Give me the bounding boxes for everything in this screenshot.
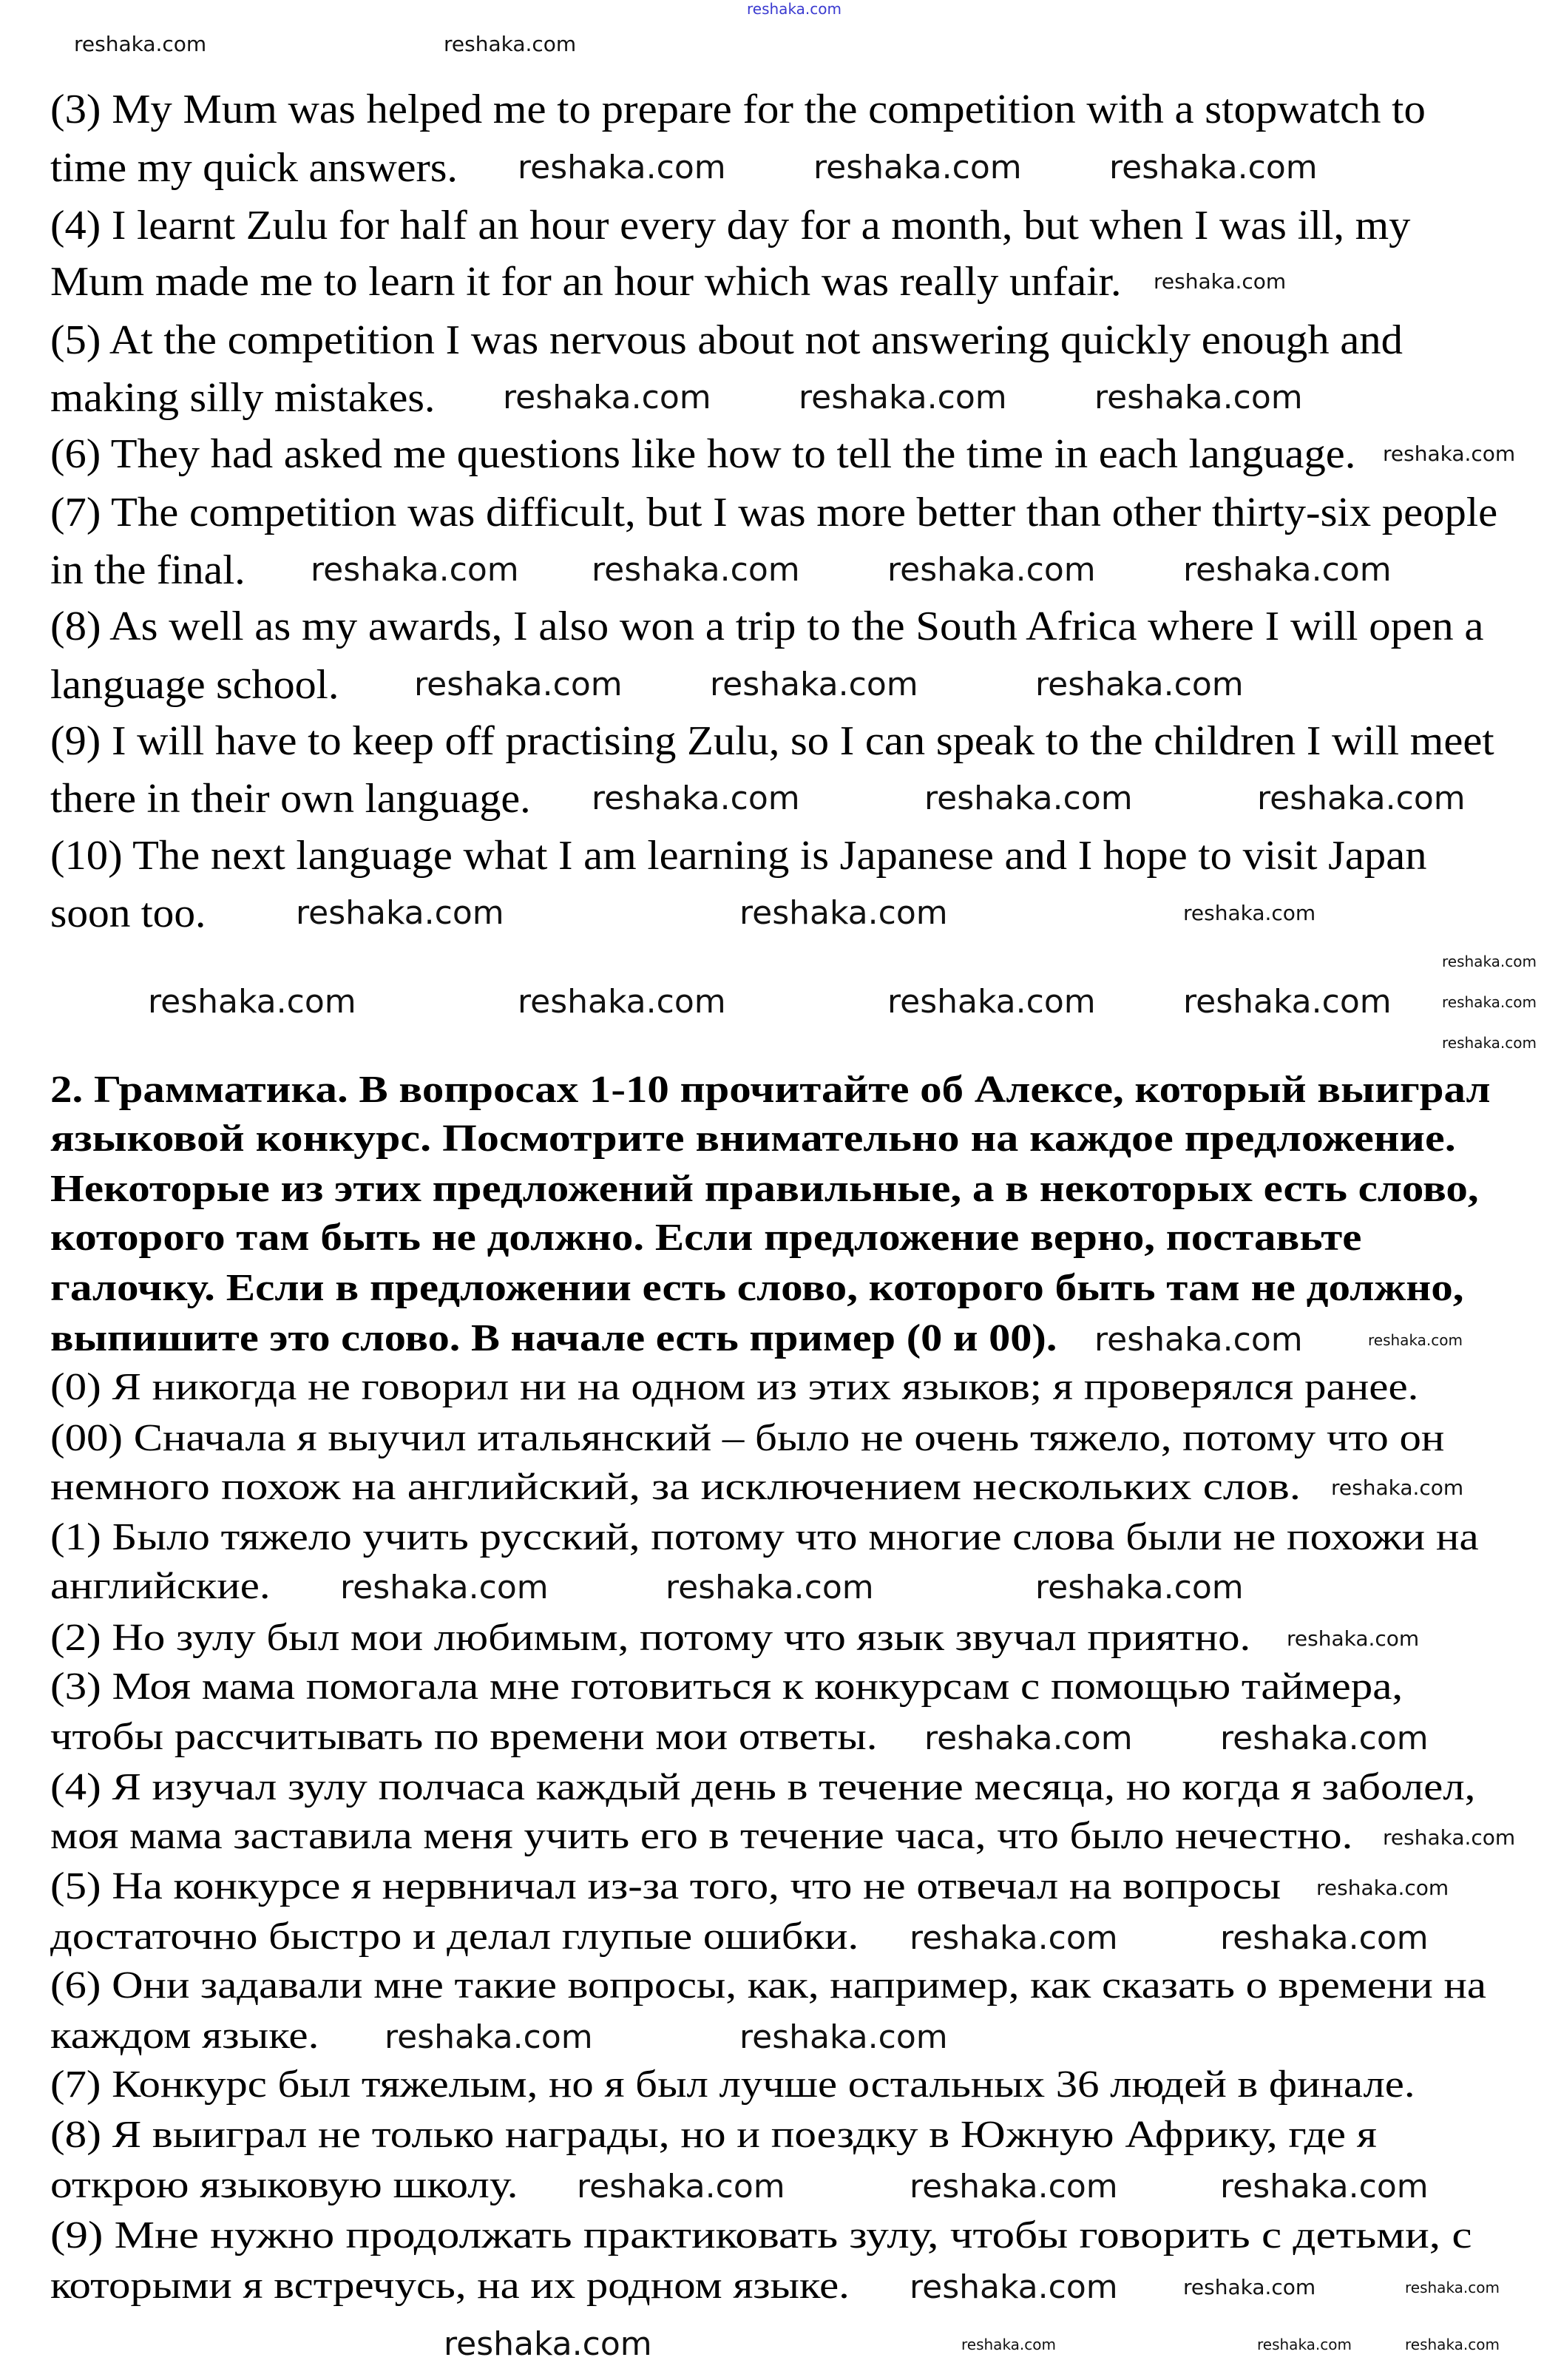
watermark-text: reshaka.com: [444, 32, 577, 56]
watermark-text: reshaka.com: [1287, 1626, 1420, 1651]
watermark-text: reshaka.com: [311, 551, 519, 589]
english-sentence-line: time my quick answers.: [50, 144, 458, 191]
watermark-text: reshaka.com: [747, 0, 842, 18]
watermark-text: reshaka.com: [1220, 1919, 1429, 1957]
russian-sentence-line: достаточно быстро и делал глупые ошибки.: [50, 1915, 859, 1958]
english-sentence-line: in the final.: [50, 547, 246, 594]
watermark-text: reshaka.com: [1257, 2336, 1352, 2353]
watermark-text: reshaka.com: [414, 666, 623, 703]
watermark-text: reshaka.com: [924, 1720, 1133, 1757]
task-heading-line: Некоторые из этих предложений правильные, а в некоторых есть слово,: [50, 1168, 1479, 1211]
watermark-text: reshaka.com: [1442, 953, 1537, 970]
english-sentence-line: (4) I learnt Zulu for half an hour every day for a month, but when I was ill, my: [50, 203, 1411, 249]
english-sentence-line: there in their own language.: [50, 776, 531, 822]
watermark-text: reshaka.com: [710, 666, 918, 703]
watermark-text: reshaka.com: [444, 2325, 652, 2363]
english-sentence-line: (9) I will have to keep off practising Zulu, so I can speak to the children I will meet: [50, 718, 1494, 765]
russian-sentence-line: чтобы рассчитывать по времени мои ответы.: [50, 1715, 878, 1758]
russian-sentence-line: английские.: [50, 1564, 271, 1607]
russian-sentence-line: немного похож на английский, за исключением нескольких слов.: [50, 1465, 1301, 1508]
watermark-text: reshaka.com: [1109, 149, 1318, 186]
russian-sentence-line: (9) Мне нужно продолжать практиковать зулу, чтобы говорить с детьми, с: [50, 2214, 1472, 2256]
watermark-text: reshaka.com: [518, 149, 726, 186]
watermark-text: reshaka.com: [1035, 1569, 1244, 1606]
russian-sentence-line: (00) Сначала я выучил итальянский – было не очень тяжело, потому что он: [50, 1416, 1445, 1459]
watermark-text: reshaka.com: [1183, 901, 1316, 925]
task-heading-line: 2. Грамматика. В вопросах 1-10 прочитайте об Алексе, который выиграл: [50, 1069, 1491, 1112]
task-heading-line: языковой конкурс. Посмотрите внимательно на каждое предложение.: [50, 1118, 1456, 1160]
watermark-text: reshaka.com: [910, 2168, 1118, 2205]
watermark-text: reshaka.com: [1405, 2279, 1500, 2296]
watermark-text: reshaka.com: [577, 2168, 785, 2205]
russian-sentence-line: (6) Они задавали мне такие вопросы, как, например, как сказать о времени на: [50, 1964, 1487, 2007]
watermark-text: reshaka.com: [961, 2336, 1056, 2353]
english-sentence-line: Mum made me to learn it for an hour which was really unfair.: [50, 259, 1122, 305]
watermark-text: reshaka.com: [1442, 1034, 1537, 1052]
watermark-text: reshaka.com: [739, 2018, 948, 2056]
watermark-text: reshaka.com: [1220, 2168, 1429, 2205]
watermark-text: reshaka.com: [1316, 1876, 1449, 1900]
russian-sentence-line: которыми я встречусь, на их родном языке.: [50, 2265, 850, 2307]
watermark-text: reshaka.com: [739, 894, 948, 932]
watermark-text: reshaka.com: [1094, 1321, 1303, 1359]
russian-sentence-line: (0) Я никогда не говорил ни на одном из этих языков; я проверялся ранее.: [50, 1366, 1419, 1409]
watermark-text: reshaka.com: [910, 1919, 1118, 1957]
russian-sentence-line: (5) На конкурсе я нервничал из-за того, что не отвечал на вопросы: [50, 1865, 1281, 1907]
task-heading-line: выпишите это слово. В начале есть пример (0 и 00).: [50, 1317, 1057, 1360]
russian-sentence-line: (1) Было тяжело учить русский, потому что многие слова были не похожи на: [50, 1515, 1479, 1558]
task-heading-line: галочку. Если в предложении есть слово, которого быть там не должно,: [50, 1267, 1464, 1310]
english-sentence-line: (8) As well as my awards, I also won a trip to the South Africa where I will open a: [50, 604, 1484, 650]
watermark-text: reshaka.com: [1257, 780, 1466, 817]
russian-sentence-line: (2) Но зулу был мои любимым, потому что язык звучал приятно.: [50, 1616, 1251, 1659]
watermark-text: reshaka.com: [1368, 1331, 1463, 1349]
watermark-text: reshaka.com: [592, 780, 800, 817]
watermark-text: reshaka.com: [910, 2268, 1118, 2306]
english-sentence-line: (7) The competition was difficult, but I was more better than other thirty-six people: [50, 489, 1498, 535]
watermark-text: reshaka.com: [385, 2018, 593, 2056]
task-heading-line: которого там быть не должно. Если предложение верно, поставьте: [50, 1217, 1362, 1260]
watermark-text: reshaka.com: [666, 1569, 874, 1606]
watermark-text: reshaka.com: [1442, 993, 1537, 1011]
english-sentence-line: (6) They had asked me questions like how to tell the time in each language.: [50, 431, 1356, 478]
watermark-text: reshaka.com: [887, 551, 1096, 589]
russian-sentence-line: (7) Конкурс был тяжелым, но я был лучше остальных 36 людей в финале.: [50, 2063, 1415, 2106]
watermark-text: reshaka.com: [1035, 666, 1244, 703]
russian-sentence-line: (3) Моя мама помогала мне готовиться к конкурсам с помощью таймера,: [50, 1665, 1403, 1708]
watermark-text: reshaka.com: [924, 780, 1133, 817]
watermark-text: reshaka.com: [813, 149, 1022, 186]
watermark-text: reshaka.com: [887, 983, 1096, 1021]
english-sentence-line: (5) At the competition I was nervous about not answering quickly enough and: [50, 317, 1403, 363]
watermark-text: reshaka.com: [148, 983, 356, 1021]
watermark-text: reshaka.com: [1183, 2275, 1316, 2299]
watermark-text: reshaka.com: [1331, 1475, 1464, 1500]
watermark-text: reshaka.com: [1220, 1720, 1429, 1757]
watermark-text: reshaka.com: [1094, 379, 1303, 416]
english-sentence-line: making silly mistakes.: [50, 375, 436, 422]
watermark-text: reshaka.com: [503, 379, 711, 416]
watermark-text: reshaka.com: [592, 551, 800, 589]
watermark-text: reshaka.com: [74, 32, 207, 56]
russian-sentence-line: каждом языке.: [50, 2014, 319, 2057]
watermark-text: reshaka.com: [1183, 551, 1392, 589]
watermark-text: reshaka.com: [340, 1569, 549, 1606]
watermark-text: reshaka.com: [1154, 269, 1287, 294]
watermark-text: reshaka.com: [518, 983, 726, 1021]
russian-sentence-line: (8) Я выиграл не только награды, но и поездку в Южную Африку, где я: [50, 2113, 1377, 2156]
english-sentence-line: language school.: [50, 661, 339, 708]
russian-sentence-line: моя мама заставила меня учить его в течение часа, что было нечестно.: [50, 1814, 1353, 1857]
russian-sentence-line: открою языковую школу.: [50, 2163, 518, 2206]
watermark-text: reshaka.com: [1183, 983, 1392, 1021]
watermark-text: reshaka.com: [799, 379, 1007, 416]
english-sentence-line: (3) My Mum was helped me to prepare for the competition with a stopwatch to: [50, 87, 1426, 133]
watermark-text: reshaka.com: [1405, 2336, 1500, 2353]
english-sentence-line: (10) The next language what I am learning is Japanese and I hope to visit Japan: [50, 832, 1427, 879]
english-sentence-line: soon too.: [50, 890, 206, 937]
watermark-text: reshaka.com: [1383, 442, 1516, 466]
russian-sentence-line: (4) Я изучал зулу полчаса каждый день в течение месяца, но когда я заболел,: [50, 1765, 1476, 1808]
watermark-text: reshaka.com: [1383, 1825, 1516, 1850]
watermark-text: reshaka.com: [296, 894, 504, 932]
